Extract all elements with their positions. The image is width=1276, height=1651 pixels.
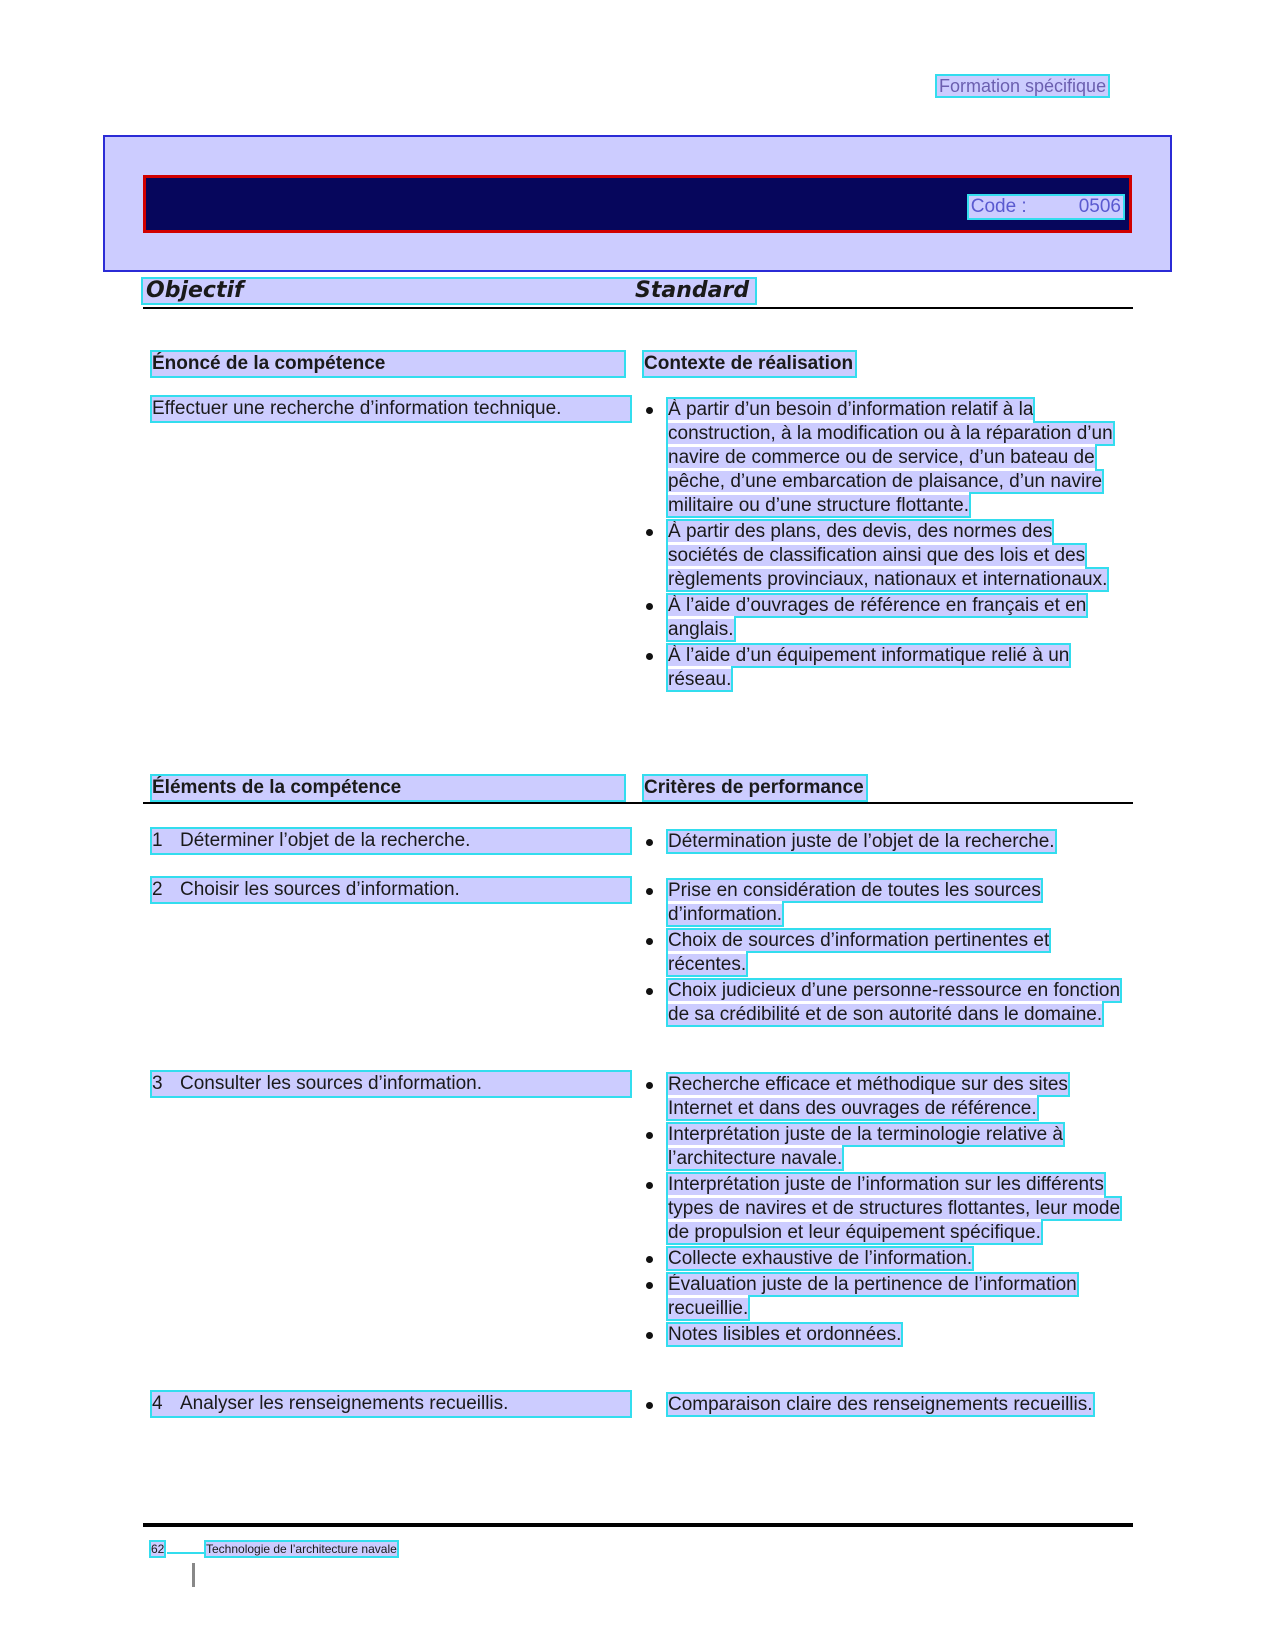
criterion-text: Interprétation juste de la terminologie relative à l’architecture navale.: [668, 1124, 1064, 1169]
context-item-text: À partir des plans, des devis, des normes des sociétés de classification ainsi que des lois et des règlements provinciaux, nationaux et internationaux.: [668, 521, 1108, 590]
code-box: [969, 196, 1123, 218]
criteria-heading-wrap: [644, 776, 1124, 800]
section-rule: [143, 307, 1133, 309]
criteria-2-col: [644, 879, 1124, 1029]
criterion-text: Choix judicieux d’une personne-ressource en fonction de sa crédibilité et de son autorité dans le domaine.: [668, 980, 1121, 1025]
criteria-list-4: [644, 1393, 1124, 1417]
banner-bar: [143, 175, 1132, 233]
element-text: Déterminer l’objet de la recherche.: [180, 830, 471, 851]
criterion-item: [644, 1273, 1124, 1321]
element-number: 1: [152, 830, 163, 851]
criterion-item: [644, 979, 1124, 1027]
footer-gap: [167, 1552, 205, 1554]
context-item-text: À partir d’un besoin d’information relatif à la construction, à la modification ou à la réparation d’un navire de commerce ou de service, d’un bateau de pêche, d’une embarcation de plaisance, d’un navire militaire ou d’une structure flottante.: [668, 399, 1113, 516]
criterion-text: Interprétation juste de l’information sur les différents types de navires et de structures flottantes, leur mode de propulsion et leur équipement spécifique.: [668, 1174, 1121, 1243]
elements-rule: [143, 802, 1133, 804]
competence-statement: [152, 397, 632, 421]
code-value: 0506: [1078, 196, 1121, 217]
context-list: [644, 398, 1124, 692]
competence-statement-heading: Énoncé de la compétence: [152, 352, 624, 376]
element-1: [152, 829, 630, 853]
element-text: Consulter les sources d’information.: [180, 1073, 483, 1094]
element-number: 3: [152, 1073, 163, 1094]
footer-page-number: 62: [151, 1542, 165, 1556]
context-item: [644, 520, 1124, 592]
criteria-list-3: [644, 1073, 1124, 1347]
criterion-item: [644, 1393, 1124, 1417]
element-row-4: [152, 1392, 632, 1416]
element-number: 2: [152, 879, 163, 900]
criteria-3-col: [644, 1073, 1124, 1349]
margin-mark: [192, 1563, 195, 1587]
criterion-item: [644, 1323, 1124, 1347]
context-col-heading-wrap: [644, 352, 1124, 376]
context-item-text: À l’aide d’un équipement informatique relié à un réseau.: [668, 645, 1070, 690]
criterion-text: Détermination juste de l’objet de la recherche.: [668, 831, 1055, 852]
element-3: [152, 1072, 630, 1096]
objective-title: Objectif: [146, 278, 244, 303]
context-item-text: À l’aide d’ouvrages de référence en français et en anglais.: [668, 595, 1087, 640]
element-number: 4: [152, 1393, 163, 1414]
criteria-1-col: [644, 830, 1124, 856]
context-item: [644, 594, 1124, 642]
banner: [103, 135, 1172, 272]
context-heading: Contexte de réalisation: [644, 353, 854, 374]
element-row-2: [152, 878, 632, 902]
running-header: Formation spécifique: [939, 76, 1107, 96]
criterion-item: [644, 1173, 1124, 1245]
criterion-text: Prise en considération de toutes les sources d’information.: [668, 880, 1041, 925]
criterion-text: Recherche efficace et méthodique sur des sites Internet et dans des ouvrages de référence.: [668, 1074, 1068, 1119]
criterion-item: [644, 879, 1124, 927]
element-text: Choisir les sources d’information.: [180, 879, 460, 900]
element-row-1: [152, 829, 632, 853]
criteria-list-1: [644, 830, 1124, 854]
elements-heading-wrap: [152, 776, 632, 800]
criteria-list-2: [644, 879, 1124, 1027]
criterion-item: [644, 1123, 1124, 1171]
context-item: [644, 644, 1124, 692]
criterion-item: [644, 929, 1124, 977]
context-list-col: [644, 398, 1124, 694]
section-title-row: [143, 279, 755, 303]
competence-statement-text: Effectuer une recherche d’information technique.: [152, 397, 630, 421]
criteria-4-col: [644, 1393, 1124, 1419]
context-item: [644, 398, 1124, 518]
elements-heading: Éléments de la compétence: [152, 776, 624, 800]
competence-statement-col: [152, 352, 632, 376]
criterion-item: [644, 830, 1124, 854]
element-text: Analyser les renseignements recueillis.: [180, 1393, 509, 1414]
standard-title: Standard: [635, 278, 750, 303]
criterion-text: Notes lisibles et ordonnées.: [668, 1324, 902, 1345]
code-label: Code :: [970, 196, 1027, 217]
criterion-text: Collecte exhaustive de l’information.: [668, 1248, 973, 1269]
footer-rule: [143, 1523, 1133, 1527]
element-4: [152, 1392, 630, 1416]
element-row-3: [152, 1072, 632, 1096]
footer-title: Technologie de l’architecture navale: [206, 1542, 397, 1556]
criterion-text: Comparaison claire des renseignements recueillis.: [668, 1394, 1093, 1415]
criterion-item: [644, 1247, 1124, 1271]
criterion-text: Choix de sources d’information pertinentes et récentes.: [668, 930, 1050, 975]
criterion-item: [644, 1073, 1124, 1121]
element-2: [152, 878, 630, 902]
criteria-heading: Critères de performance: [644, 777, 864, 798]
criterion-text: Évaluation juste de la pertinence de l’information recueillie.: [668, 1274, 1077, 1319]
